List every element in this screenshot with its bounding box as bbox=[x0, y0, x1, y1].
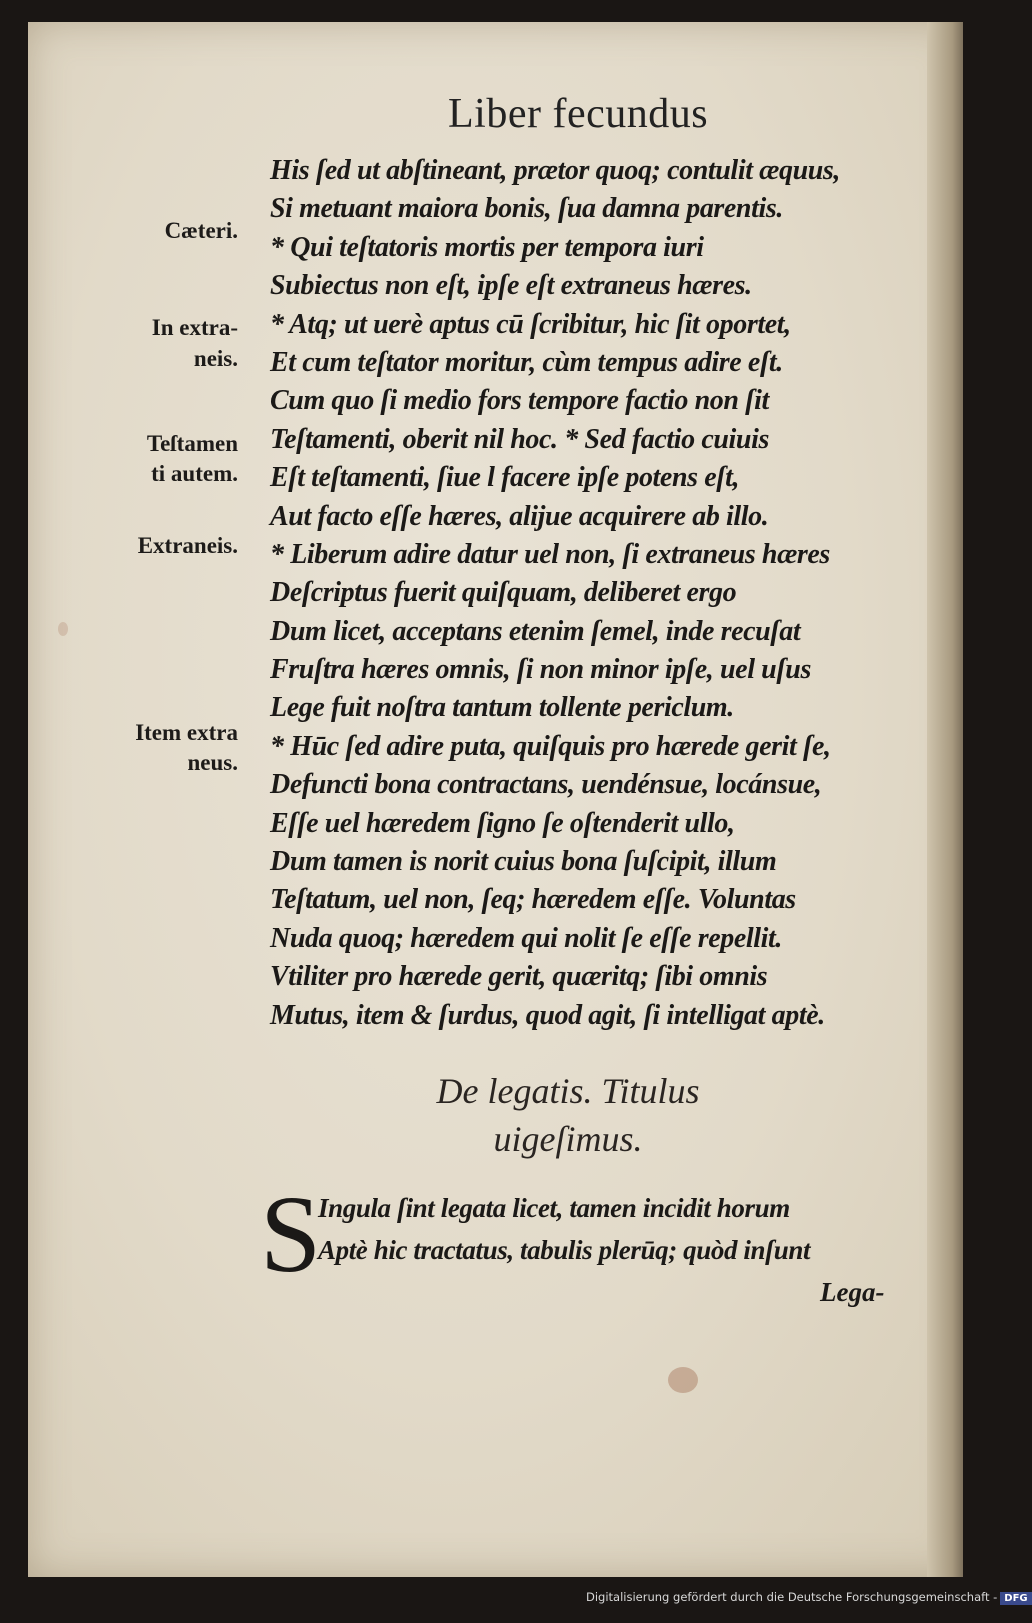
drop-cap: S bbox=[260, 1173, 322, 1295]
margin-note: ti autem. bbox=[151, 461, 238, 486]
margin-note: neis. bbox=[193, 346, 238, 371]
verse-line: Lege fuit noſtra tantum tollente periclum. bbox=[270, 692, 734, 724]
paper-stain bbox=[668, 1367, 698, 1393]
footer-text: Digitalisierung gefördert durch die Deutsche Forschungsgemeinschaft - bbox=[586, 1590, 998, 1604]
margin-note: neus. bbox=[187, 750, 238, 775]
verse-line: Aut facto eſſe hæres, alijue acquirere ab illo. bbox=[270, 500, 769, 532]
verse-line: Mutus, item & ſurdus, quod agit, ſi intelligat aptè. bbox=[270, 999, 825, 1031]
verse-line: Eſſe uel hæredem ſigno ſe oſtenderit ullo, bbox=[270, 807, 735, 839]
margin-note: Extraneis. bbox=[137, 533, 238, 558]
verse-line: Deſcriptus fuerit quiſquam, deliberet ergo bbox=[270, 577, 737, 609]
catchword: Lega- bbox=[820, 1277, 885, 1307]
verse-line: Teſtatum, uel non, ſeq; hæredem eſſe. Voluntas bbox=[270, 884, 796, 916]
verse-line: Eſt teſtamenti, ſiue l facere ipſe potens eſt, bbox=[270, 462, 740, 494]
verse-line: * Atq; ut uerè aptus cū ſcribitur, hic ſit oportet, bbox=[270, 308, 791, 340]
prose-line: Ingula ſint legata licet, tamen incidit horum bbox=[318, 1193, 790, 1223]
verse-block bbox=[270, 152, 950, 1035]
verse-line: Fruſtra hæres omnis, ſi non minor ipſe, uel uſus bbox=[270, 654, 811, 686]
paper-stain bbox=[58, 622, 68, 636]
verse-line: Et cum teſtator moritur, cùm tempus adire eſt. bbox=[270, 346, 783, 378]
verse-line: His ſed ut abſtineant, prætor quoq; contulit æquus, bbox=[270, 155, 841, 186]
section-title bbox=[268, 1067, 868, 1163]
section-title-line: De legatis. Titulus bbox=[436, 1071, 700, 1111]
verse-line: Teſtamenti, oberit nil hoc. * Sed factio cuiuis bbox=[270, 423, 769, 455]
margin-note: Item extra bbox=[135, 720, 238, 745]
verse-line: Si metuant maiora bonis, ſua damna parentis. bbox=[270, 193, 783, 225]
margin-note: Cæteri. bbox=[164, 218, 238, 243]
verse-line: Vtiliter pro hærede gerit, quæritq; ſibi omnis bbox=[270, 961, 768, 993]
verse-line: Defuncti bona contractans, uendénsue, locánsue, bbox=[270, 769, 822, 801]
margin-note: In extra- bbox=[151, 315, 238, 340]
prose-line: Aptè hic tractatus, tabulis plerūq; quòd inſunt bbox=[318, 1235, 811, 1265]
digitization-footer bbox=[586, 1590, 1032, 1605]
prose-block bbox=[318, 1187, 948, 1271]
verse-line: Dum licet, acceptans etenim ſemel, inde recuſat bbox=[270, 615, 801, 647]
verse-line: Dum tamen is norit cuius bona ſuſcipit, illum bbox=[270, 846, 777, 878]
margin-note: Teſtamen bbox=[146, 431, 238, 456]
verse-line: * Liberum adire datur uel non, ſi extraneus hæres bbox=[270, 538, 830, 570]
verse-line: Nuda quoq; hæredem qui nolit ſe eſſe repellit. bbox=[270, 922, 783, 954]
dfg-logo: DFG bbox=[1000, 1592, 1031, 1605]
verse-line: Cum quo ſi medio fors tempore factio non ſit bbox=[270, 385, 769, 417]
running-title: Liber fecundus bbox=[448, 91, 709, 137]
section-title-line: uigeſimus. bbox=[493, 1119, 643, 1159]
verse-line: * Qui teſtatoris mortis per tempora iuri bbox=[270, 231, 704, 263]
verse-line: Subiectus non eſt, ipſe eſt extraneus hæres. bbox=[270, 270, 752, 302]
verse-line: * Hūc ſed adire puta, quiſquis pro hærede gerit ſe, bbox=[270, 730, 831, 762]
book-page bbox=[28, 22, 963, 1577]
